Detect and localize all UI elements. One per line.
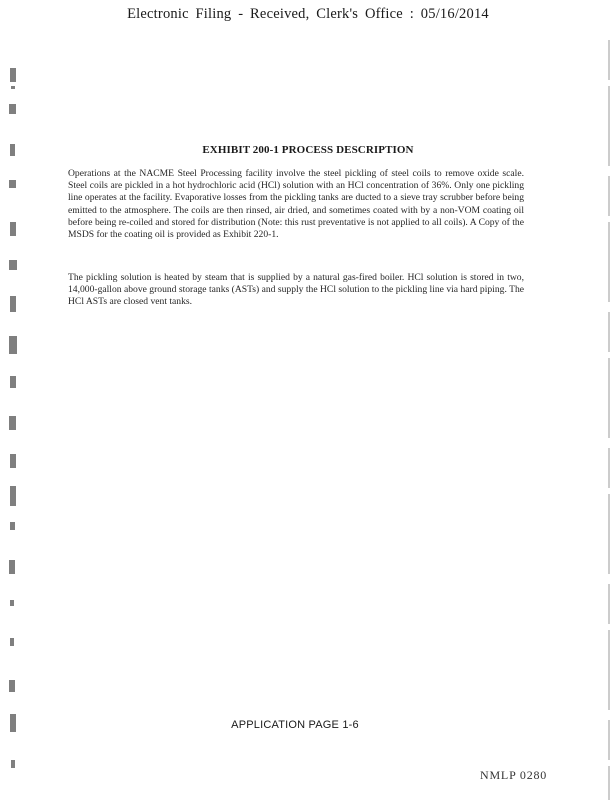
process-paragraph-1: Operations at the NACME Steel Processing facility involve the steel pickling of steel coils to remove oxide scale. Steel coils are pickled in a hot hydrochloric acid (HCl) solution with an HCl concentration of 36%. Only one pickling line operates at the facility. Evaporative losses from the pickling tanks are ducted to a sieve tray scrubber before being emitted to the atmosphere. The coils are then rinsed, air dried, and sometimes coated with by a non-VOM coating oil before being re-coiled and stored for distribution (Note: this rust preventative is not applied to all coils). A Copy of the MSDS for the coating oil is provided as Exhibit 220-1. (68, 168, 524, 241)
bates-number: NMLP 0280 (480, 768, 548, 782)
filing-stamp-header: Electronic Filing - Received, Clerk's Office : 05/16/2014 (127, 6, 489, 22)
application-page-footer: APPLICATION PAGE 1-6 (231, 719, 359, 731)
process-paragraph-2: The pickling solution is heated by steam that is supplied by a natural gas-fired boiler. HCl solution is stored in two, 14,000-gallon above ground storage tanks (ASTs) and supply the HCl solution to the pickling line via hard piping. The HCl ASTs are closed vent tanks. (68, 272, 524, 308)
scan-margin-artifacts (0, 60, 30, 780)
exhibit-title: EXHIBIT 200-1 PROCESS DESCRIPTION (202, 144, 414, 156)
